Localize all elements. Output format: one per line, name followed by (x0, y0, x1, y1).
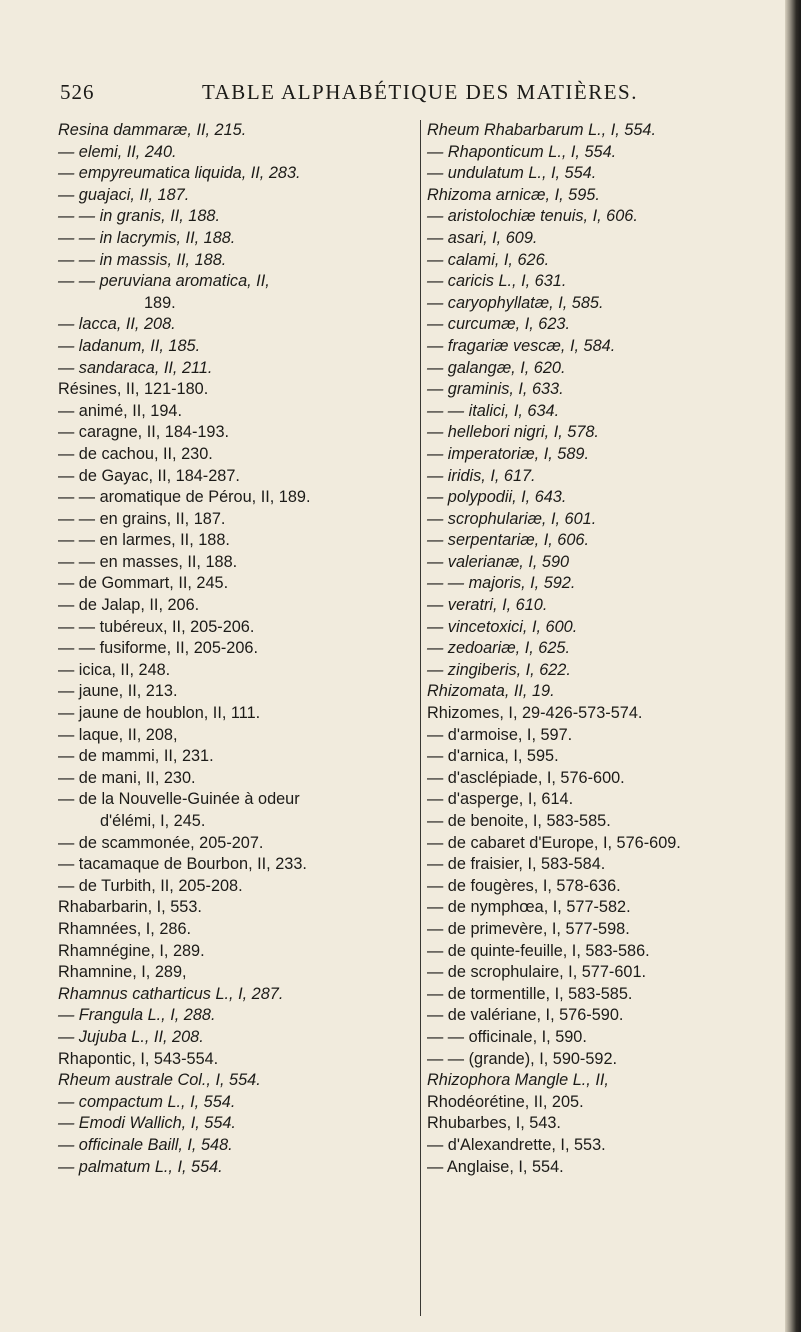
index-entry: — de fraisier, I, 583-584. (427, 855, 606, 874)
index-entry: — de benoite, I, 583-585. (427, 812, 611, 830)
index-entry: — — officinale, I, 590. (427, 1027, 587, 1046)
index-entry: — de primevère, I, 577-598. (427, 919, 630, 938)
index-entry: — d'arnica, I, 595. (427, 747, 559, 766)
index-entry: Rhizophora Mangle L., II, (427, 1071, 609, 1090)
index-entry: — polypodii, I, 643. (427, 488, 567, 507)
index-entry: — lacca, II, 208. (58, 315, 176, 334)
index-entry: Rhizomata, II, 19. (427, 682, 555, 701)
index-entry: — de valériane, I, 576-590. (427, 1006, 624, 1025)
index-entry: — sandaraca, II, 211. (58, 358, 213, 377)
index-entry: Resina dammaræ, II, 215. (58, 121, 247, 139)
index-entry: Résines, II, 121-180. (58, 380, 209, 399)
index-entry: — — en larmes, II, 188. (58, 531, 230, 550)
index-entry: — d'asperge, I, 614. (427, 790, 574, 809)
index-entry: — jaune de houblon, II, 111. (58, 704, 261, 723)
index-entry: — de cachou, II, 230. (58, 444, 213, 463)
page-number: 526 (60, 80, 95, 104)
index-entry: — — fusiforme, II, 205-206. (58, 639, 258, 658)
index-entry: Rhubarbes, I, 543. (427, 1114, 561, 1133)
index-entry: — — peruviana aromatica, II, (58, 272, 270, 291)
index-entry: — de mani, II, 230. (58, 768, 196, 787)
index-entry: — — en masses, II, 188. (58, 552, 238, 571)
index-entry: — caryophyllatæ, I, 585. (427, 293, 604, 312)
index-entry: — calami, I, 626. (427, 250, 550, 269)
index-entry: — tacamaque de Bourbon, II, 233. (58, 855, 307, 874)
index-entry: Rheum Rhabarbarum L., I, 554. (427, 121, 656, 139)
index-entry: — de scammonée, 205-207. (58, 833, 264, 852)
index-entry: — — in granis, II, 188. (58, 207, 220, 226)
index-entry: — de quinte-feuille, I, 583-586. (427, 941, 650, 960)
index-entry: — guajaci, II, 187. (58, 185, 190, 204)
index-entry: — galangæ, I, 620. (427, 358, 566, 377)
index-entry: — jaune, II, 213. (58, 682, 178, 701)
index-entry: — ladanum, II, 185. (58, 336, 201, 355)
index-entry: — — majoris, I, 592. (427, 574, 576, 593)
index-entry: — animé, II, 194. (58, 401, 182, 420)
index-column-right (427, 120, 772, 1178)
index-entry: — — in lacrymis, II, 188. (58, 228, 236, 247)
index-entry: — de scrophulaire, I, 577-601. (427, 963, 647, 982)
index-column-left (58, 120, 403, 1178)
index-entry: — Rhaponticum L., I, 554. (427, 142, 617, 161)
index-entry: Rhabarbarin, I, 553. (58, 898, 202, 917)
page-title: TABLE ALPHABÉTIQUE DES MATIÈRES. (202, 80, 638, 104)
index-entry: Rhamnus catharticus L., I, 287. (58, 984, 284, 1003)
index-entry: — curcumæ, I, 623. (427, 315, 570, 334)
index-entry: — de Jalap, II, 206. (58, 596, 200, 615)
index-entry: — palmatum L., I, 554. (58, 1157, 223, 1176)
index-entry: — hellebori nigri, I, 578. (427, 423, 599, 442)
index-entry: — undulatum L., I, 554. (427, 164, 597, 183)
index-entry: — — in massis, II, 188. (58, 250, 227, 269)
index-entry: — veratri, I, 610. (427, 596, 548, 615)
index-entry: — d'armoise, I, 597. (427, 725, 573, 744)
index-entry: 189. (144, 293, 176, 312)
index-entry: — icica, II, 248. (58, 660, 171, 679)
index-entry: — empyreumatica liquida, II, 283. (58, 164, 301, 183)
index-entry: Rhodéorétine, II, 205. (427, 1092, 584, 1111)
index-entry: — aristolochiæ tenuis, I, 606. (427, 207, 638, 226)
index-entry: — — en grains, II, 187. (58, 509, 226, 528)
index-entry: Rhizomes, I, 29-426-573-574. (427, 704, 643, 723)
index-entry: — de nymphœa, I, 577-582. (427, 898, 631, 917)
index-entry: d'élémi, I, 245. (100, 812, 206, 830)
index-entry: — elemi, II, 240. (58, 142, 177, 161)
index-entry: — — tubéreux, II, 205-206. (58, 617, 255, 636)
column-divider (420, 120, 421, 1316)
index-entry: — de cabaret d'Europe, I, 576-609. (427, 833, 681, 852)
index-entry: — de Gayac, II, 184-287. (58, 466, 240, 485)
index-entry: — laque, II, 208, (58, 725, 178, 744)
index-entry: — officinale Baill, I, 548. (58, 1135, 233, 1154)
index-entry: Rhamnégine, I, 289. (58, 941, 205, 960)
index-entry: — de la Nouvelle-Guinée à odeur (58, 790, 300, 809)
index-entry: Rhamnées, I, 286. (58, 919, 192, 938)
index-entry: — caragne, II, 184-193. (58, 423, 230, 442)
index-entry: — Jujuba L., II, 208. (58, 1027, 204, 1046)
index-entry: — compactum L., I, 554. (58, 1092, 236, 1111)
index-entry: — de Turbith, II, 205-208. (58, 876, 243, 895)
index-entry: — caricis L., I, 631. (427, 272, 567, 291)
index-entry: Rheum australe Col., I, 554. (58, 1071, 261, 1090)
index-entry: — zedoariæ, I, 625. (427, 639, 570, 658)
index-entry: — de mammi, II, 231. (58, 747, 214, 766)
index-entry: — fragariæ vescæ, I, 584. (427, 336, 616, 355)
index-entry: — — aromatique de Pérou, II, 189. (58, 488, 311, 507)
index-entry: — de Gommart, II, 245. (58, 574, 229, 593)
index-entry: — Frangula L., I, 288. (58, 1006, 216, 1025)
index-entry: — graminis, I, 633. (427, 380, 564, 399)
index-entry: — iridis, I, 617. (427, 466, 536, 485)
index-entry: — imperatoriæ, I, 589. (427, 444, 589, 463)
index-entry: — — italici, I, 634. (427, 401, 560, 420)
index-entry: — de tormentille, I, 583-585. (427, 984, 633, 1003)
index-entry: — valerianæ, I, 590 (427, 552, 570, 571)
index-entry: — serpentariæ, I, 606. (427, 531, 589, 550)
index-entry: — d'asclépiade, I, 576-600. (427, 768, 625, 787)
book-spine-shadow (785, 0, 801, 1332)
index-entry: — vincetoxici, I, 600. (427, 617, 578, 636)
index-entry: — Emodi Wallich, I, 554. (58, 1114, 236, 1133)
index-entry: — de fougères, I, 578-636. (427, 876, 621, 895)
index-entry: — zingiberis, I, 622. (427, 660, 571, 679)
index-entry: — — (grande), I, 590-592. (427, 1049, 618, 1068)
index-entry: Rhamnine, I, 289, (58, 963, 187, 982)
index-entry: Rhizoma arnicæ, I, 595. (427, 185, 600, 204)
index-entry: Rhapontic, I, 543-554. (58, 1049, 219, 1068)
index-entry: — scrophulariæ, I, 601. (427, 509, 597, 528)
index-entry: — asari, I, 609. (427, 228, 538, 247)
index-entry: — Anglaise, I, 554. (427, 1157, 564, 1176)
running-header (60, 80, 760, 112)
index-entry: — d'Alexandrette, I, 553. (427, 1135, 606, 1154)
